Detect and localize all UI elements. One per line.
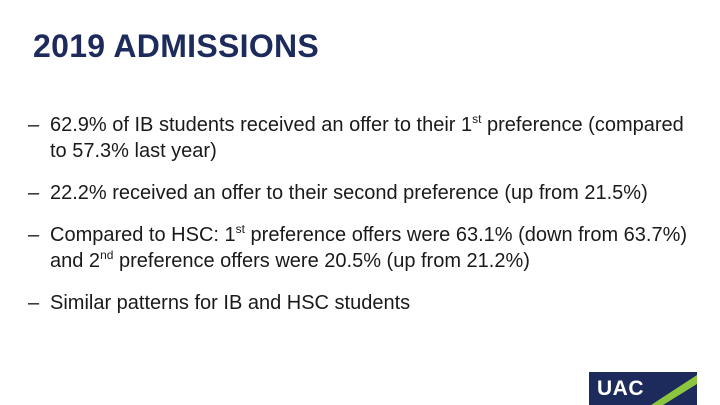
ordinal-suffix: st — [472, 112, 482, 126]
bullet-dash: – — [28, 182, 40, 204]
bullet-dash: – — [28, 292, 40, 314]
bullet-dash: – — [28, 224, 40, 246]
bullet-text: 22.2% received an offer to their second preference (up from 21.5%) — [50, 182, 648, 204]
bullet-text: preference (compared to 57.3% last year) — [50, 114, 684, 162]
bullet-similar-patterns — [28, 290, 698, 316]
bullet-text: Similar patterns for IB and HSC students — [50, 292, 411, 314]
bullet-text: preference offers were 63.1% (down from 63.7%) and 2 — [50, 224, 688, 272]
bullet-text: 62.9% of IB students received an offer to their 1 — [50, 114, 473, 136]
bullet-second-preference — [28, 180, 698, 206]
logo-text: UAC — [597, 377, 644, 400]
bullet-hsc-comparison — [28, 222, 698, 274]
ordinal-suffix: nd — [100, 248, 114, 262]
bullet-list — [28, 112, 698, 332]
bullet-text: preference offers were 20.5% (up from 21.2%) — [113, 250, 530, 272]
ordinal-suffix: st — [235, 222, 245, 236]
bullet-ib-first-preference — [28, 112, 698, 164]
bullet-dash: – — [28, 114, 40, 136]
bullet-text: Compared to HSC: 1 — [50, 224, 236, 246]
slide-title: 2019 ADMISSIONS — [33, 28, 320, 64]
uac-logo — [589, 372, 697, 405]
